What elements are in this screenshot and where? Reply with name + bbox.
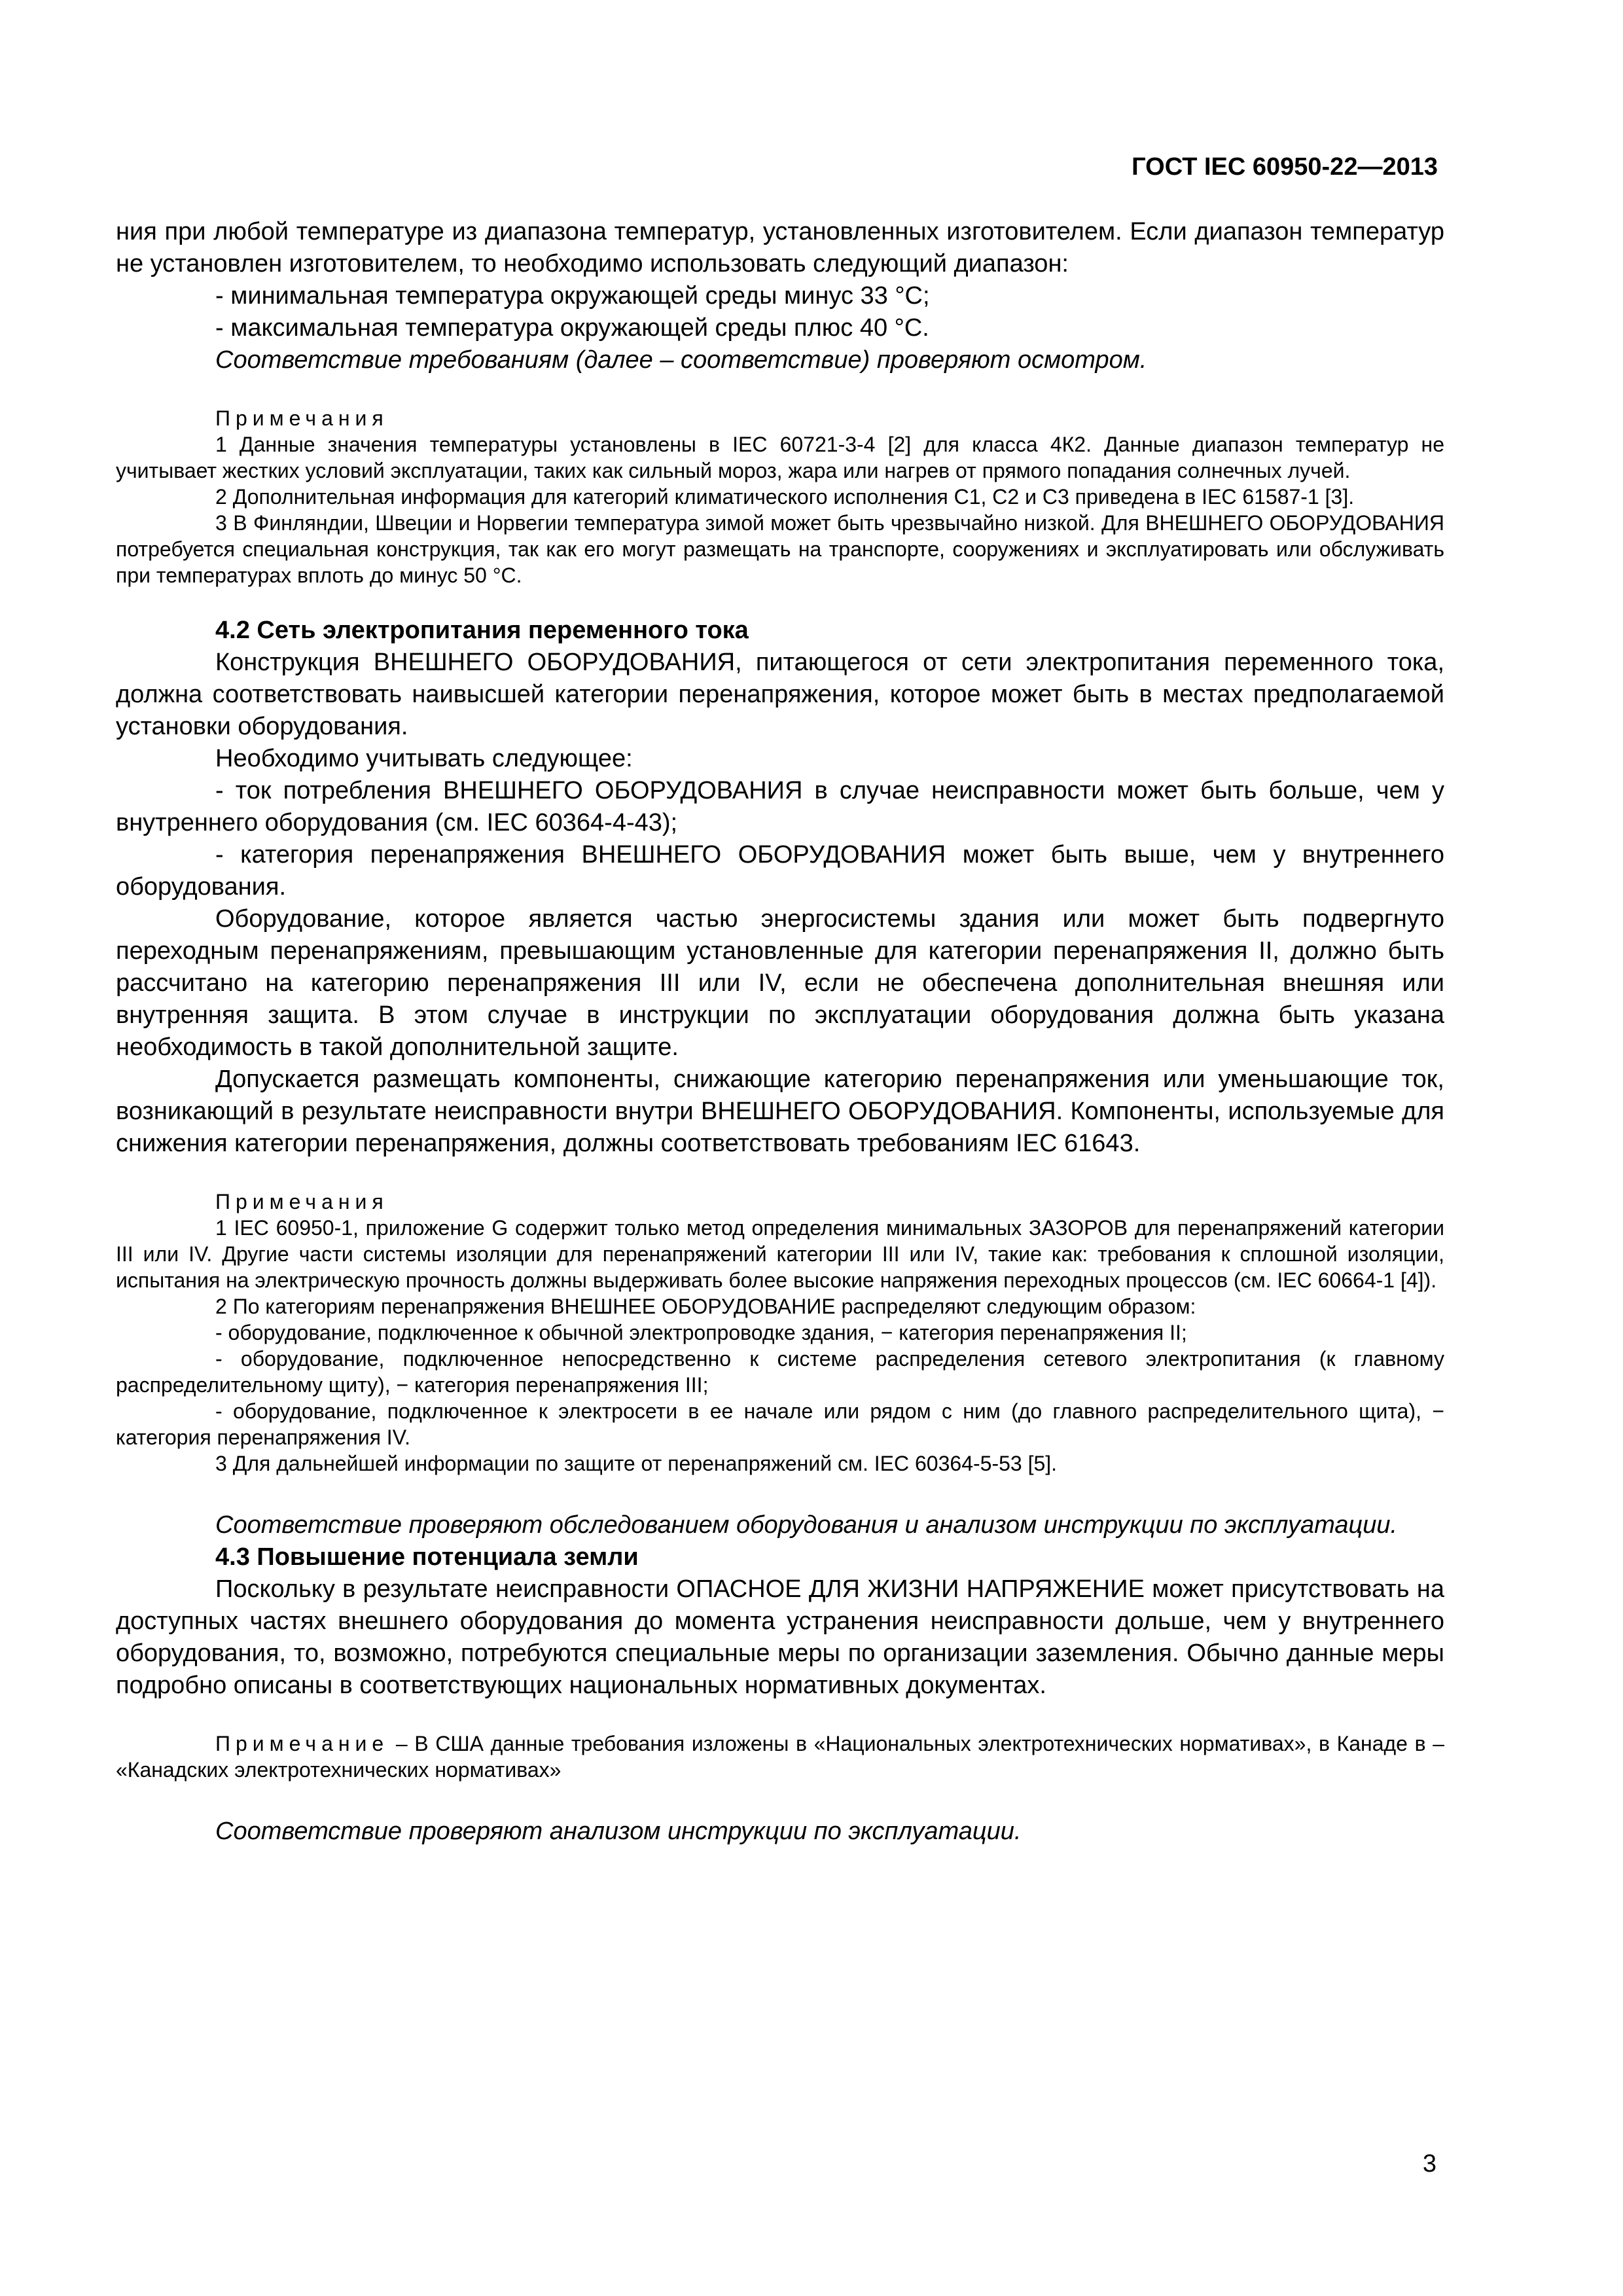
paragraph: Необходимо учитывать следующее: xyxy=(215,745,633,772)
section-heading-4-3: 4.3 Повышение потенциала земли xyxy=(215,1543,639,1571)
notes-label: Примечания xyxy=(215,1190,389,1213)
list-item-max-temperature: - максимальная температура окружающей среды плюс 40 °С. xyxy=(215,314,929,342)
note-2-item: - оборудование, подключенное к электросети в ее начале или рядом с ним (до главного распределительного щита), − категория перенапряжения IV. xyxy=(116,1399,1444,1449)
compliance-statement: Соответствие проверяют обследованием оборудования и анализом инструкции по эксплуатации. xyxy=(215,1511,1398,1539)
paragraph: Поскольку в результате неисправности ОПАСНОЕ ДЛЯ ЖИЗНИ НАПРЯЖЕНИЕ может присутствовать на доступных частях внешнего оборудования до момента устранения неисправности дольше, чем у внутреннего оборудования, то, возможно, потребуются специальные меры по организации заземления. Обычно данные меры подробно описаны в соответствующих национальных нормативных документах. xyxy=(116,1575,1444,1699)
compliance-statement: Соответствие требованиям (далее – соответствие) проверяют осмотром. xyxy=(215,346,1147,374)
compliance-statement: Соответствие проверяют анализом инструкции по эксплуатации. xyxy=(215,1818,1022,1845)
note-1: 1 IEC 60950-1, приложение G содержит только метод определения минимальных ЗАЗОРОВ для перенапряжений категории III или IV. Другие части системы изоляции для перенапряжений категории III или IV, такие как: требования к сплошной изоляции, испытания на электрическую прочность должны выдерживать более высокие напряжения переходных процессов (см. IEC 60664-1 [4]). xyxy=(116,1216,1444,1292)
page-number: 3 xyxy=(1422,2150,1436,2178)
note-2: 2 По категориям перенапряжения ВНЕШНЕЕ ОБОРУДОВАНИЕ распределяют следующим образом: xyxy=(215,1295,1196,1318)
document-code-header: ГОСТ IEC 60950-22—2013 xyxy=(1132,153,1438,181)
note xyxy=(116,1731,1444,1783)
note-3: 3 Для дальнейшей информации по защите от перенапряжений см. IEC 60364-5-53 [5]. xyxy=(215,1452,1058,1475)
note-3: 3 В Финляндии, Швеции и Норвегии температура зимой может быть чрезвычайно низкой. Для ВНЕШНЕГО ОБОРУДОВАНИЯ потребуется специальная конструкция, так как его могут размещать на транспорте, сооружениях и эксплуатировать или обслуживать при температурах вплоть до минус 50 °С. xyxy=(116,511,1444,587)
note-1: 1 Данные значения температуры установлены в IEC 60721-3-4 [2] для класса 4К2. Данные диапазон температур не учитывает жестких условий эксплуатации, таких как сильный мороз, жара или нагрев от прямого попадания солнечных лучей. xyxy=(116,433,1444,482)
paragraph: Конструкция ВНЕШНЕГО ОБОРУДОВАНИЯ, питающегося от сети электропитания переменного тока, должна соответствовать наивысшей категории перенапряжения, которое может быть в местах предполагаемой установки оборудования. xyxy=(116,649,1444,740)
note-2-item: - оборудование, подключенное к обычной электропроводке здания, − категория перенапряжения II; xyxy=(215,1321,1187,1344)
note-2-item: - оборудование, подключенное непосредственно к системе распределения сетевого электропитания (к главному распределительному щиту), − категория перенапряжения III; xyxy=(116,1347,1444,1397)
page-body xyxy=(116,216,1444,1848)
note-label: Примечание xyxy=(215,1732,389,1755)
note-2: 2 Дополнительная информация для категорий климатического исполнения С1, С2 и С3 приведена в IEC 61587-1 [3]. xyxy=(215,485,1355,509)
continued-paragraph: ния при любой температуре из диапазона температур, установленных изготовителем. Если диапазон температур не установлен изготовителем, то необходимо использовать следующий диапазон: xyxy=(116,218,1444,278)
paragraph: Допускается размещать компоненты, снижающие категорию перенапряжения или уменьшающие ток, возникающий в результате неисправности внутри ВНЕШНЕГО ОБОРУДОВАНИЯ. Компоненты, используемые для снижения категории перенапряжения, должны соответствовать требованиям IEC 61643. xyxy=(116,1066,1444,1157)
list-item-min-temperature: - минимальная температура окружающей среды минус 33 °С; xyxy=(215,282,930,310)
paragraph: Оборудование, которое является частью энергосистемы здания или может быть подвергнуто переходным перенапряжениям, превышающим установленные для категории перенапряжения II, должно быть рассчитано на категорию перенапряжения III или IV, если не обеспечена дополнительная внешняя или внутренняя защита. В этом случае в инструкции по эксплуатации оборудования должна быть указана необходимость в такой дополнительной защите. xyxy=(116,905,1444,1061)
notes-label: Примечания xyxy=(215,406,389,430)
list-item: - категория перенапряжения ВНЕШНЕГО ОБОРУДОВАНИЯ может быть выше, чем у внутреннего оборудования. xyxy=(116,841,1444,901)
list-item: - ток потребления ВНЕШНЕГО ОБОРУДОВАНИЯ в случае неисправности может быть больше, чем у внутреннего оборудования (см. IEC 60364-4-43); xyxy=(116,777,1444,836)
note-text: – В США данные требования изложены в «Национальных электротехнических нормативах», в Канаде в – «Канадских электротехнических нормативах» xyxy=(116,1732,1444,1782)
section-heading-4-2: 4.2 Сеть электропитания переменного тока xyxy=(215,617,749,644)
